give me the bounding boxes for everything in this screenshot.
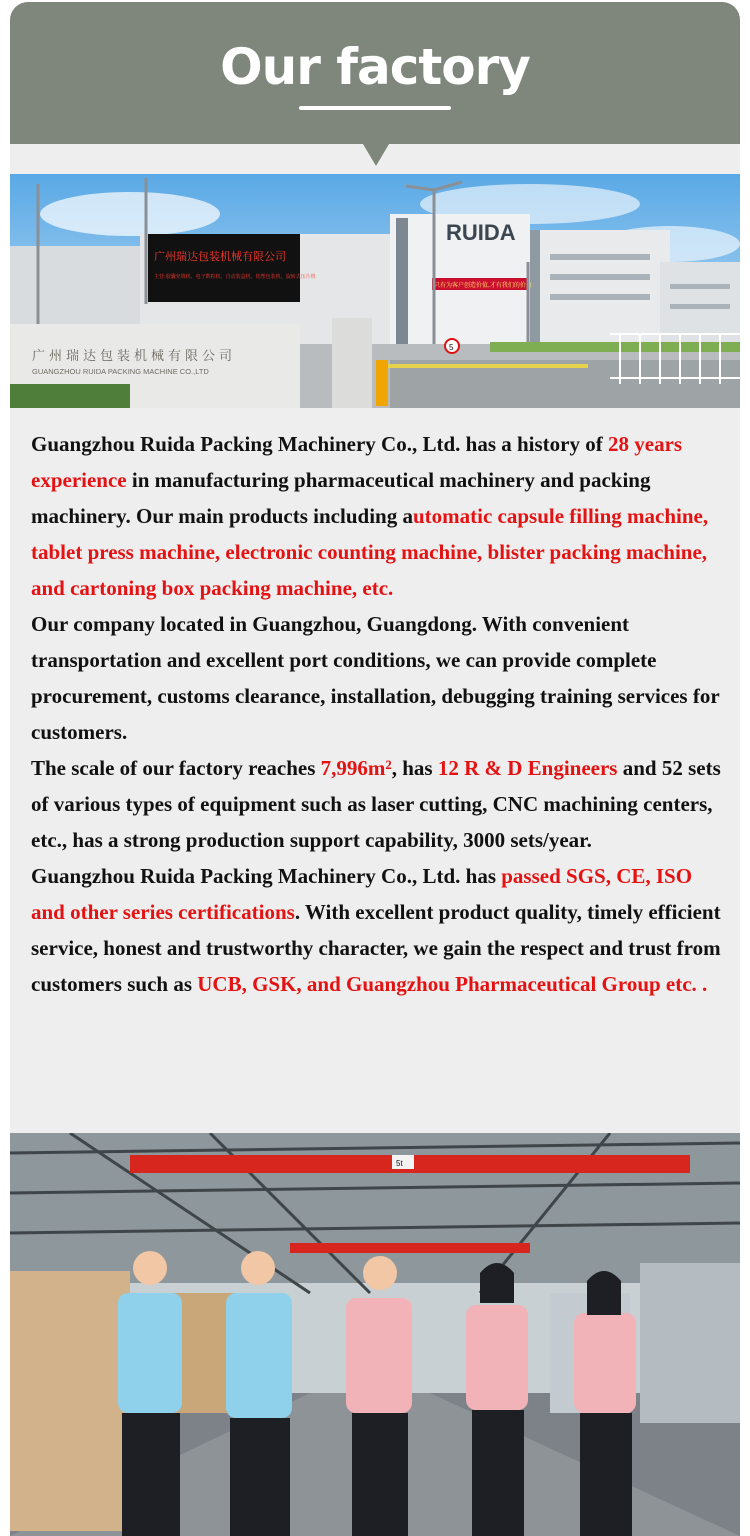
section-header [10,2,740,144]
title-underline [299,106,451,110]
body-text-run: Guangzhou Ruida Packing Machinery Co., Ltd. has a history of [31,432,608,456]
paragraph-location [31,606,721,750]
led-banner-subtext: 主营:胶囊充填机、电子数粒机、自动装盒机、铝塑包装机、旋转式压片机 [154,274,316,280]
body-text-run: The scale of our factory reaches [31,756,321,780]
crane-capacity-label: 5t [396,1159,403,1168]
speed-limit-sign: 5 [449,343,454,352]
led-ticker-text: 只有为客户创造价值,才有我们的价值 [434,282,532,289]
highlight-text: passed SGS, CE, ISO and other series certifications [31,864,693,924]
highlight-text: UCB, GSK, and Guangzhou Pharmaceutical Group etc. . [197,972,708,996]
body-text-run: Guangzhou Ruida Packing Machinery Co., Ltd. has [31,864,502,888]
paragraph-scale [31,750,721,858]
body-text-run: in manufacturing pharmaceutical machinery and packing machinery. Our main products including a [31,468,651,528]
wall-company-name-cn: 广州瑞达包装机械有限公司 [32,349,237,364]
wall-company-name-en: GUANGZHOU RUIDA PACKING MACHINE CO.,LTD [32,367,209,376]
body-text-run: Our company located in Guangzhou, Guangdong. With convenient transportation and excellent port conditions, we can provide complete procurement, customs clearance, installation, debugging training services for customers. [31,612,720,744]
paragraph-certifications [31,858,721,1002]
section-title: Our factory [220,38,530,96]
body-text-run: , has [391,756,438,780]
team-workshop-photo [10,1133,740,1536]
highlight-text: 28 years experience [31,432,683,492]
ruida-brand-sign: RUIDA [446,220,516,245]
paragraph-history [31,426,721,606]
body-text-run: and 52 sets of various types of equipment such as laser cutting, CNC machining centers, etc., has a strong production support capability, 3000 sets/year. [31,756,721,852]
highlight-text: utomatic capsule filling machine, tablet press machine, electronic counting machine, blister packing machine, and cartoning box packing machine, etc. [31,504,709,600]
factory-exterior-photo [10,174,740,408]
body-text-run: . With excellent product quality, timely efficient service, honest and trustworthy character, we gain the respect and trust from customers such as [31,900,721,996]
factory-section [10,2,740,1536]
header-pointer-arrow [363,144,389,166]
highlight-text: 12 R & D Engineers [437,756,618,780]
company-description [31,426,721,1002]
highlight-text: 7,996m² [320,756,392,780]
led-banner-text: 广州瑞达包装机械有限公司 [154,250,286,263]
